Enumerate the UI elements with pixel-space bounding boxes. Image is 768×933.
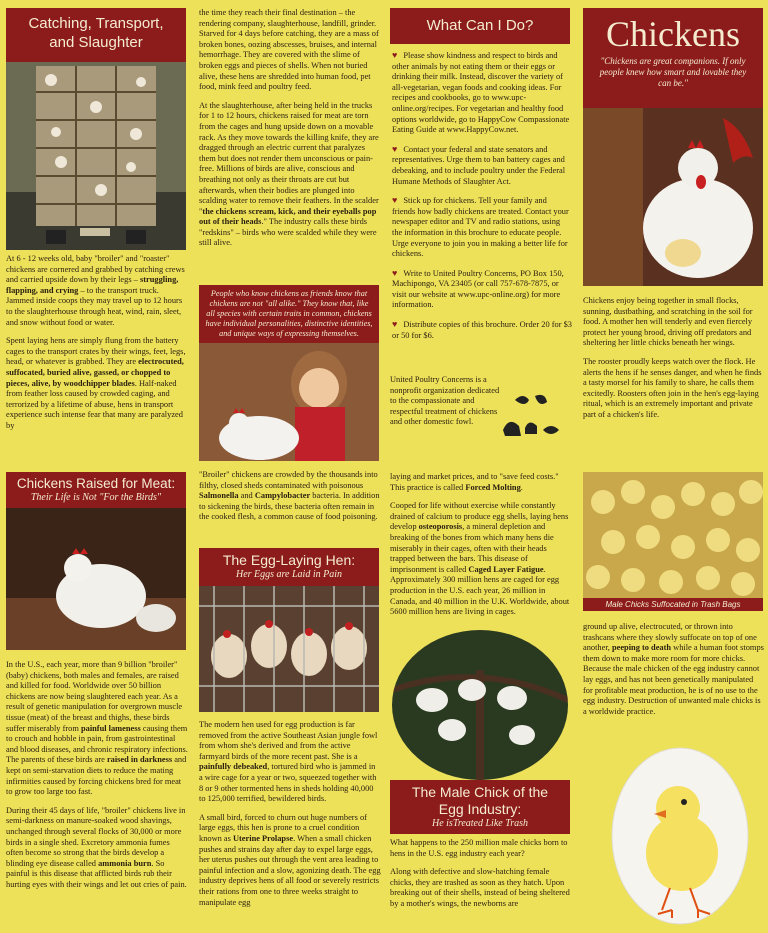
caged-hens-photo [199, 586, 379, 712]
paragraph: "Broiler" chickens are crowded by the thousands into filthy, closed sheds contaminated with poisonous Salmonella and Campylobacter bacteria. In addition to sickening the birds, these bacteria often remain in the cooked flesh, a common cause of food poisoning. [199, 470, 380, 522]
col2-text-block-2 [199, 470, 381, 531]
heart-bullet-icon: ♥ [392, 267, 398, 278]
header-catching-transport: Catching, Transport, and Slaughter [6, 8, 186, 62]
paragraph: A small bird, forced to churn out huge numbers of large eggs, this hen is prone to a cruel condition known as Uterine Prolapse. When a small chicken pushes and strains day after day to expel large eggs, her uterus pushes out through the vent area leading to painful infection and a slow, agonizing death. The egg industry deprives hens of all food or severely restricts their rations from one to three weeks straight to manipulate egg [199, 812, 381, 907]
paragraph: Along with defective and slow-hatching female chicks, they are trashed as soon as they hatch. Upon breaking out of their shells, instead of being sheltered by a mother's wings, the newborns are [390, 867, 570, 908]
action-item: ♥ Distribute copies of this brochure. Order 20 for $3 or 50 for $6. [392, 319, 572, 340]
transport-truck-photo [6, 62, 186, 250]
paragraph: Chickens enjoy being together in small flocks, sunning, dustbathing, and scratching in the soil for food. A mother hen will tenderly and even fiercely protect her young brood, driving off predators and sheltering her little chicks beneath her wings. [583, 296, 753, 348]
paragraph: the time they reach their final destination – the rendering company, slaughterhouse, landfill, grinder. Starved for 4 days before catching, they are a mass of broken bones, oozing abscesses, bruises, and internal hemorrhage. They are covered with the slime of broken eggs and pieces of shells. When not buried alive, these hens are shredded into human food, pet food, mink feed and poultry feed. [199, 8, 379, 92]
col3-text-block [390, 472, 570, 626]
col2-text-block-3 [199, 720, 381, 916]
cover-quote: "Chickens are great companions. If only people knew how smart and lovable they can be." [599, 56, 747, 88]
col4-text-block-2 [583, 622, 765, 725]
paragraph: At the slaughterhouse, after being held in the trucks for 1 to 12 hours, chickens raised for meat are torn from the cages and hung upside down on a movable rack. As they move towards the killing knife, they are dragged through an electric current that paralyzes them but does not render them unconscious or pain-free. Millions of birds are alive, conscious and breathing not only as their throats are cut but afterwards, when their bodies are plunged into scalding water to remove their feathers. In the scalder "the chickens scream, kick, and their eyeballs pop out of their heads." The industry calls these birds "redskins" – birds who were scalded while they were still alive. [199, 100, 379, 248]
col2-text-block [199, 8, 381, 257]
paragraph: In the U.S., each year, more than 9 billion "broiler" (baby) chickens, both males and females, are raised and killed for food. Worldwide over 50 billion chickens are now being slaughtered each year. As a result of genetic manipulation for overgrown muscle tissue (meat) of the breast and thighs, these birds suffer miserably from painful lameness causing them to crouch and hobble in pain, from gastrointestinal and blood diseases, and chronic respiratory infections. The parents of these birds are raised in darkness and kept on semi-starvation diets to reduce the mating infirmities caused by forcing chickens bred for meat to grow too large too fast. [6, 660, 188, 797]
header-what-can-i-do: What Can I Do? [390, 8, 570, 44]
col3-text-block-2 [390, 838, 570, 918]
col1-text-block-2 [6, 660, 188, 898]
friends-quote-box: People who know chickens as friends know that chickens are not "all alike." They know that, like all species with certain traits in common, chickens have individual personalities, distinctive identities, and unique ways of expressing themselves. [199, 285, 379, 343]
header-raised-for-meat: Chickens Raised for Meat: Their Life is Not "For the Birds" [6, 472, 186, 508]
paragraph: Cooped for life without exercise while constantly drained of calcium to produce egg shells, laying hens develop osteoporosis, a mineral depletion and breaking of the bones from which many hens die miserably in their cages, often with their heads trapped between the bars. This disease of imprisonment is called Caged Layer Fatigue. Approximately 300 million hens are caged for egg production in the U.S. each year, 26 million in Canada, and 40 million in the U.K. Worldwide, about 5600 million hens are living in cages. [390, 501, 570, 617]
chick-in-egg-illustration [600, 738, 760, 928]
col1-text-block [6, 254, 188, 440]
heart-bullet-icon: ♥ [392, 143, 398, 154]
girl-with-chicken-photo [199, 343, 379, 461]
paragraph: During their 45 days of life, "broiler" chickens live in semi-darkness on manure-soaked wood shavings, unchanged through several flocks of 30,000 or more birds in a single shed. Excretory ammonia fumes often become so strong that the birds develop a blinding eye disease called ammonia burn. So painful is this disease that afflicted birds rub their hurting eyes with their wings and let out cries of pain. [6, 805, 187, 889]
paragraph: ground up alive, electrocuted, or thrown into trashcans where they slowly suffocate on top of one another, peeping to death while a human foot stomps them down to make more room for more chicks. Because the male chicken of the egg industry cannot lay eggs, and has not been genetically manipulated for profitable meat production, he is of no use to the egg industry. Destruction of unwanted male chicks is a worldwide practice. [583, 622, 764, 716]
hen-with-chick-photo [583, 108, 763, 286]
header-male-chick: The Male Chick of the Egg Industry: He isTreated Like Trash [390, 780, 570, 834]
heart-bullet-icon: ♥ [392, 319, 398, 330]
paragraph: Spent laying hens are simply flung from the battery cages to the transport crates by their wings, feet, legs, head, or whatever is grabbed. They are electrocuted, suffocated, buried alive, gassed, or chopped to pieces, alive, by woodchipper blades. Half-naked from feather loss caused by crowded caging, and terrorized by a lifetime of abuse, hens in transport experience such intense fear that many are paralyzed by [6, 336, 186, 430]
heart-bullet-icon: ♥ [392, 195, 398, 206]
male-chicks-caption: Male Chicks Suffocated in Trash Bags [583, 598, 763, 611]
broiler-chickens-photo [6, 508, 186, 650]
paragraph: The modern hen used for egg production is far removed from the active Southeast Asian jungle fowl from whom she's derived and from the active farmyard birds of the more recent past. She is a painfully debeaked, tortured bird who is jammed in a wire cage for a year or two, squeezed together with 8 or 9 other tormented hens in sheds holding 40,000 to 125,000 terrified, bewildered birds. [199, 720, 378, 804]
heart-bullet-icon: ♥ [392, 50, 398, 60]
cover-title-block [583, 8, 763, 108]
cover-title: Chickens [606, 14, 740, 54]
chickens-in-tree-photo [392, 630, 568, 780]
paragraph: The rooster proudly keeps watch over the flock. He alerts the hens if he senses danger, and when he finds a tasty morsel for his family to share, he calls them excitedly. Roosters often join in the hen's egg-laying ritual, which is an extremely important and private part of a chicken's life. [583, 356, 762, 419]
action-item: ♥ Contact your federal and state senators and representatives. Urge them to ban battery cages and debeaking, and to include poultry under the Federal Humane Methods of Slaughter Act. [392, 143, 566, 186]
paragraph: laying and market prices, and to "save feed costs." This practice is called Forced Molting. [390, 472, 559, 492]
paragraph: At 6 - 12 weeks old, baby "broiler" and "roaster" chickens are cornered and grabbed by catching crews and carried upside down by their legs – struggling, flapping, and crying – to the transport truck. Jammed inside coops they may travel up to 12 hours to the slaughterhouse through heat, wind, rain, sleet, and snow without food or water. [6, 254, 185, 327]
header-egg-laying-hen: The Egg-Laying Hen: Her Eggs are Laid in Pain [199, 548, 379, 586]
action-item: ♥ Write to United Poultry Concerns, PO Box 150, Machipongo, VA 23405 (or call 757-678-7875, or visit our website at www.upc-online.org) for more information. [392, 267, 564, 310]
upc-description: United Poultry Concerns is a nonprofit organization dedicated to the compassionate and respectful treatment of chickens and other domestic fowl. [390, 375, 500, 427]
action-item: ♥ Please show kindness and respect to birds and other animals by not eating them or their eggs or drinking their milk. Instead, discover the variety of all-vegetarian, vegan foods and cooking ideas. For recipes and cookbooks, go to www.upc-online.org/recipes. For vegetarian and healthy food options worldwide, go to HappyCow Compassionate Eating Guide at www.HappyCow.net. [392, 50, 570, 135]
action-item: ♥ Stick up for chickens. Tell your family and friends how badly chickens are treated. Contact your newspaper editor and TV and radio stations, using the information in this brochure to educate people. Urge everyone to join you in making a better life for chickens. [392, 195, 569, 259]
col4-text-block [583, 296, 765, 429]
male-chicks-photo [583, 472, 763, 598]
action-list [392, 50, 572, 349]
upc-bird-logo [495, 390, 567, 442]
paragraph: What happens to the 250 million male chicks born to hens in the U.S. egg industry each year? [390, 838, 568, 858]
